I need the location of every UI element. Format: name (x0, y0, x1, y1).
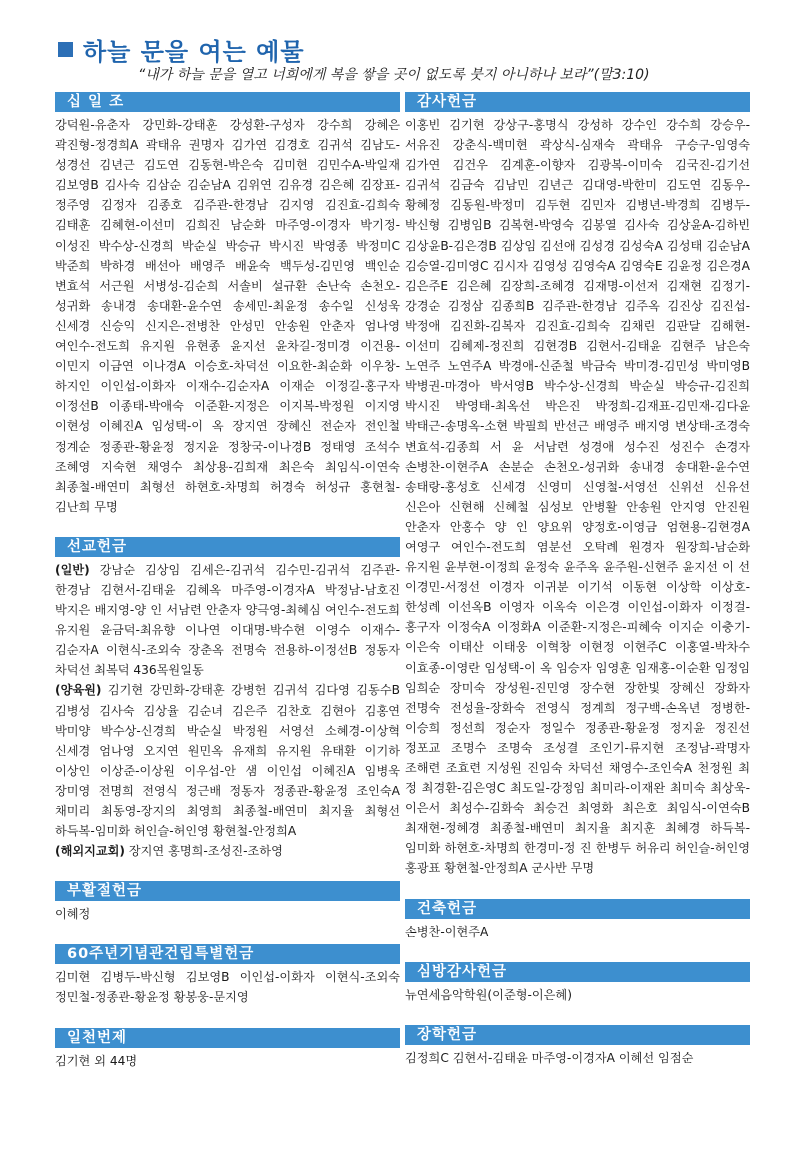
donor-paragraph (55, 560, 400, 681)
section-gap (55, 517, 400, 537)
donor-list (55, 967, 400, 1007)
offering-section (405, 1025, 750, 1068)
section-title: 십 일 조 (55, 92, 400, 112)
offering-section (55, 537, 400, 861)
page-title: 하늘 문을 여는 예물 (83, 38, 305, 66)
donor-paragraph (55, 841, 400, 861)
donor-paragraph (405, 985, 750, 1005)
donor-names: 강남순 김상임 김세은-김귀석 김수민-김귀석 김주관-한경남 김현서-김태윤 김혜옥 마주영-이경자A 박정남-남호진 박지은 배지영-양 인 서남련 안춘자 양극영-최혜심 여인수-전도희 유지원 윤금덕-최유향 이나연 이대명-박수현 이영수 이재수-김순자A 이현식-조외숙 장춘옥 전명숙 전용하-이정선B 정동자 차덕선 최복덕 436목원일동 (55, 562, 400, 678)
donor-list (55, 1051, 400, 1071)
donor-names: 이홍빈 김기현 강상구-홍명식 강성하 강수인 강수희 강승우-서유진 강춘식-백미현 곽상식-심재숙 곽태유 구승구-임영숙 김가연 김건우 김계훈-이향자 김광복-이미숙 김국진-김기선 김귀석 김금숙 김남민 김년근 김대영-박한미 김도연 김동우-황혜정 김동원-박정미 김두현 김민자 김병년-박경희 김병두-박신형 김병임B 김복현-박영숙 김봉열 김사숙 김상윤A-김하빈 김상윤B-김은경B 김상임 김선애 김성경 김성숙A 김성태 김순남A 김승열-김미영C 김시자 김영성 김영숙A 김영숙E 김윤정 김은경A 김은주E 김은혜 김장희-조혜경 김재명-이선저 김재현 김정기-강경순 김정삼 김종희B 김주관-한경남 김주옥 김진상 김진섭-박정애 김진화-김복자 김진효-김희숙 김채린 김판달 김해현-이선미 김혜제-정진희 김현경B 김현서-김태윤 김현주 남은숙 노연주 노연주A 박경애-신준철 박금숙 박미경-김민성 박미영B 박병권-마경아 박서영B 박수상-신경희 박순실 박승규-김진희 박시진 박영태-최옥선 박은진 박정희-김재표-김민재-김다윤 박태근-송명옥-소현 박필희 반선근 배영주 배지영 변상태-조경숙 변효석-김종희 서 윤 서남련 성경애 성수진 성진수 손경자 손병찬-이현주A 손분순 손천오-성귀화 송내경 송대환-윤수연 송태랑-홍성호 신세경 신영미 신영철-서영선 신위선 신유선 신은아 신현해 신혜철 심성보 안병활 안송원 안지영 안진원 안춘자 안홍수 양 인 양요위 양정호-이영금 엄현용-김현경A 여영구 여인수-전도희 염분선 오탁례 원경자 원장희-남순화 유지원 윤부현-이정희 윤정숙 윤주옥 윤주원-신현주 윤지선 이 선 이경민-서정선 이경자 이귀분 이기석 이동현 이상학 이상호-한성례 이선옥B 이영자 이옥숙 이은경 이인섭-이화자 이정걸-홍구자 이정숙A 이정화A 이준환-지정은-피혜숙 이지순 이충기-이은숙 이태산 이태웅 이혁창 이현정 이현주C 이홍열-박차수 이효종-이영란 임성택-이 옥 임승자 임영훈 임재홍-이순환 임정임 임희순 장미숙 장성원-진민영 장수현 장한빛 장혜신 장화자 전명숙 전성율-장화숙 전영식 정계희 정구백-손옥년 정병한-이승희 정선희 정순자 정일수 정종관-황윤정 정지윤 정진선 정포교 조명수 조명숙 조성결 조인기-류지현 조정남-곽명자 조해련 조효련 지성원 진임숙 차덕선 채영수-조인숙A 천정원 최 정 최경환-김은영C 최도일-강정임 최미라-이재완 최미숙 최상욱-이은서 최성수-김화숙 최승건 최영화 최은호 최임식-이연숙B 최재현-정혜경 최종철-배연미 최지율 최지훈 최혜경 하득복-임미화 하현호-차명희 한경미-정 진 한병두 허유리 허인슬-허인영 홍광표 황현철-안정희A 군사반 무명 (405, 118, 750, 876)
section-title: 장학헌금 (405, 1025, 750, 1045)
category-tag: (일반) (55, 562, 90, 577)
donor-list (405, 115, 750, 879)
offering-section (55, 92, 400, 517)
offering-section (55, 944, 400, 1007)
offering-section (55, 881, 400, 924)
title-bullet (58, 42, 73, 57)
section-title: 심방감사헌금 (405, 962, 750, 982)
offering-section (55, 1028, 400, 1071)
donor-paragraph (55, 904, 400, 924)
section-title: 감사헌금 (405, 92, 750, 112)
donor-list (405, 985, 750, 1005)
donor-list (55, 904, 400, 924)
donor-names: 장지연 홍명희-조성진-조하영 (125, 844, 283, 859)
donor-paragraph (405, 115, 750, 879)
category-tag: (해외지교회) (55, 844, 126, 859)
donor-names: 이혜정 (55, 907, 91, 922)
section-gap (405, 942, 750, 962)
category-tag: (양육원) (55, 683, 102, 698)
donor-list (405, 1048, 750, 1068)
donor-names: 김미현 김병두-박신형 김보영B 이인섭-이화자 이현식-조외숙 정민철-정종관-황윤정 황봉웅-문지영 (55, 970, 400, 1005)
offering-section (405, 899, 750, 942)
section-title: 선교헌금 (55, 537, 400, 557)
donor-paragraph (405, 922, 750, 942)
donor-names: 강덕원-유춘자 강민화-강태훈 강성환-구성자 강수희 강혜은 곽진형-정경희A 곽태유 권명자 김가연 김경호 김귀석 김남도-성경선 김년근 김도연 김동현-박은숙 김미현 김민수A-박일재 김보영B 김사숙 김삼순 김순남A 김위연 김유경 김은혜 김장표-정주영 김정자 김종호 김주관-한경남 김지영 김진효-김희숙 김태훈 김혜현-이선미 김희진 남순화 마주영-이경자 박기정-이성진 박수상-신경희 박순실 박승규 박시진 박영종 박정미C 박준희 박하경 배선아 배영주 배윤숙 백두성-김민영 백인순 변효석 서근원 서병성-김순희 서솔비 설규환 손난숙 손천오-성귀화 송내경 송대환-윤수연 송세민-최윤정 송수일 신성욱 신세경 신승익 신지은-전병찬 안성민 안송원 안춘자 엄나영 여인수-전도희 유지원 유현종 윤지선 윤차길-정미경 이건용-이민지 이금연 이나경A 이승호-차덕선 이요한-최순화 이우창-하지인 이인섭-이화자 이재수-김순자A 이재순 이정길-홍구자 이정선B 이종태-박애숙 이준환-지정은 이지복-박정원 이지영 이현성 이혜진A 임성택-이 옥 장지연 장혜신 전순자 전인철 정계순 정종관-황윤정 정지윤 정창국-이나경B 정태영 조석수 조혜영 지숙현 채영수 최상용-김희재 최은숙 최임식-이연숙 최종철-배연미 최형선 하현호-차명희 허경숙 허성규 홍현철-김난희 무명 (55, 118, 400, 514)
donor-names: 뉴연세음악학원(이준형-이은혜) (405, 987, 572, 1002)
right-column (405, 92, 750, 1068)
donor-names: 김기현 외 44명 (55, 1053, 138, 1068)
donor-paragraph (405, 1048, 750, 1068)
donor-names: 손병찬-이현주A (405, 924, 489, 939)
donor-list (405, 922, 750, 942)
offering-section (405, 962, 750, 1005)
section-title: 부활절헌금 (55, 881, 400, 901)
donor-paragraph (55, 115, 400, 517)
donor-paragraph (55, 1051, 400, 1071)
section-title: 60주년기념관건립특별헌금 (55, 944, 400, 964)
donor-names: 김기현 강민화-강태훈 강병헌 김귀석 김다영 김동수B 김병성 김사숙 김상율 김순녀 김은주 김찬호 김현아 김홍연 박미양 박수상-신경희 박순실 박정원 서영선 소혜경-이상혁 신세경 엄나영 오지연 원민옥 유재희 유지원 유태환 이기하 이상인 이상준-이상원 이우섭-안 샘 이인섭 이혜진A 임병욱 장미영 전명희 전영식 정근배 정동자 정종관-황윤정 조인숙A 채미리 최동영-장지의 최영희 최종철-배연미 최지율 최형선 하득복-임미화 허인슬-허인영 황현철-안정희A (55, 683, 400, 839)
section-gap (55, 861, 400, 881)
section-title: 건축헌금 (405, 899, 750, 919)
scripture-verse: “내가 하늘 문을 열고 너희에게 복을 쌓을 곳이 없도록 붓지 아니하나 보라”(말3:10) (138, 67, 650, 83)
page-header (58, 32, 778, 67)
donor-paragraph (55, 967, 400, 1007)
section-title: 일천번제 (55, 1028, 400, 1048)
section-gap (405, 1005, 750, 1025)
donor-list (55, 560, 400, 861)
section-gap (55, 1008, 400, 1028)
donor-list (55, 115, 400, 517)
title-row (58, 32, 778, 67)
section-gap (55, 924, 400, 944)
section-gap (405, 879, 750, 899)
donor-paragraph (55, 680, 400, 841)
offering-section (405, 92, 750, 879)
left-column (55, 92, 400, 1071)
donor-names: 김정희C 김현서-김태윤 마주영-이경자A 이혜선 임점순 (405, 1050, 694, 1065)
